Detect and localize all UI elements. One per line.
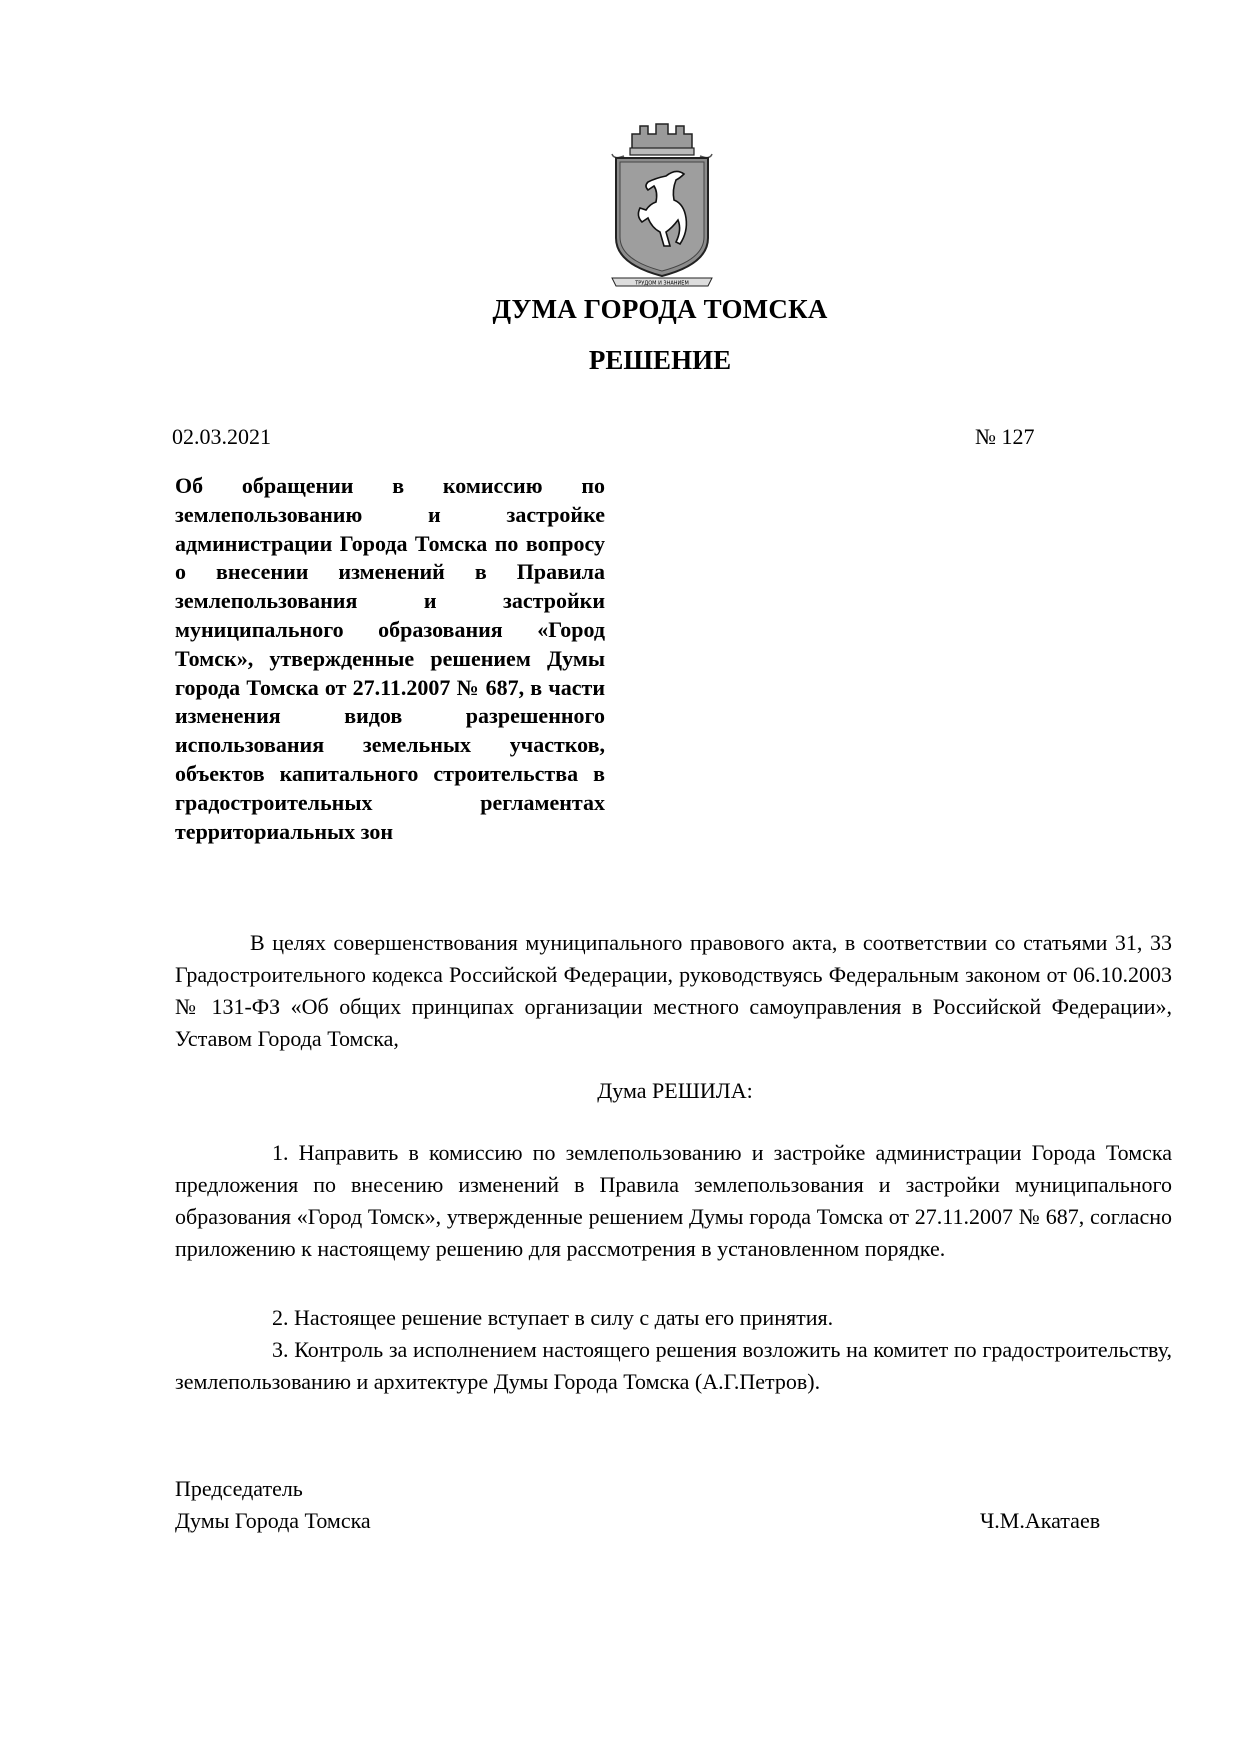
resolve-heading: Дума РЕШИЛА: [597, 1078, 753, 1103]
coat-of-arms-icon [606, 120, 718, 288]
emblem-motto: ТРУДОМ И ЗНАНИЕМ [635, 280, 689, 287]
signatory-name: Ч.М.Акатаев [980, 1508, 1101, 1533]
decision-item-3: 3. Контроль за исполнением настоящего решения возложить на комитет по градостроительству, землепользованию и архитектуре Думы Города Томска (А.Г.Петров). [175, 1337, 1172, 1394]
preamble-paragraph: В целях совершенствования муниципального правового акта, в соответствии со статьями 31, 33 Градостроительного кодекса Российской Федерации, руководствуясь Федеральным законом от 06.10.2003 № 131-ФЗ «Об общих принципах организации местного самоуправления в Российской Федерации», Уставом Города Томска, [175, 930, 1172, 1051]
decision-item-1: 1. Направить в комиссию по землепользованию и застройке администрации Города Томска предложения по внесению изменений в Правила землепользования и застройки муниципального образования «Город Томск», утвержденные решением Думы города Томска от 27.11.2007 № 687, согласно приложению к настоящему решению для рассмотрения в установленном порядке. [175, 1140, 1172, 1261]
signatory-title [175, 1473, 371, 1537]
document-number: № 127 [975, 424, 1035, 449]
signatory-title-line2: Думы Города Томска [175, 1508, 371, 1533]
organization-title: ДУМА ГОРОДА ТОМСКА [492, 294, 828, 324]
document-date: 02.03.2021 [172, 424, 271, 449]
decision-item-2: 2. Настоящее решение вступает в силу с даты его принятия. [272, 1305, 834, 1330]
signatory-title-line1: Председатель [175, 1476, 303, 1501]
document-type-title: РЕШЕНИЕ [588, 345, 732, 375]
document-subject: Об обращении в комиссию по землепользованию и застройке администрации Города Томска по вопросу о внесении изменений в Правила землепользования и застройки муниципального образования «Город Томск», утвержденные решением Думы города Томска от 27.11.2007 № 687, в части изменения видов разрешенного использования земельных участков, объектов капитального строительства в градостроительных регламентах территориальных зон [175, 473, 605, 844]
